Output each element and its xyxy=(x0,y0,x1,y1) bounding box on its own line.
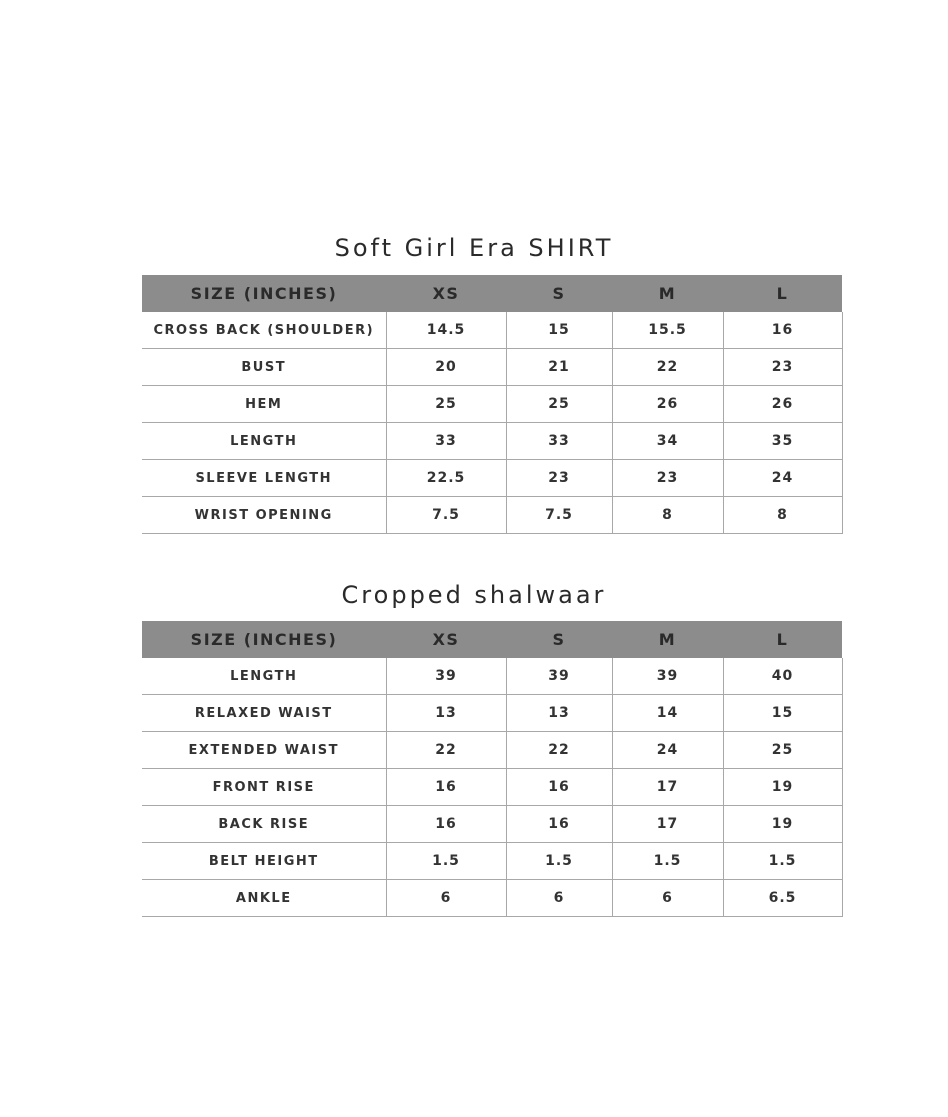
row-label: SLEEVE LENGTH xyxy=(142,460,386,497)
cell-m: 24 xyxy=(612,732,723,769)
table-row xyxy=(142,423,842,460)
table-row xyxy=(142,460,842,497)
shirt-size-table xyxy=(142,275,843,534)
header-size-l: L xyxy=(723,275,842,312)
row-label: WRIST OPENING xyxy=(142,497,386,534)
row-label: BELT HEIGHT xyxy=(142,843,386,880)
cell-l: 19 xyxy=(723,806,842,843)
table-row xyxy=(142,497,842,534)
cell-xs: 14.5 xyxy=(386,312,506,349)
cell-s: 22 xyxy=(506,732,612,769)
row-label: ANKLE xyxy=(142,880,386,917)
cell-xs: 16 xyxy=(386,769,506,806)
cell-l: 40 xyxy=(723,658,842,695)
header-size-s: S xyxy=(506,275,612,312)
table-header-row xyxy=(142,275,842,312)
cell-l: 8 xyxy=(723,497,842,534)
table-row xyxy=(142,695,842,732)
cell-m: 14 xyxy=(612,695,723,732)
cell-m: 34 xyxy=(612,423,723,460)
shirt-chart-title: Soft Girl Era SHIRT xyxy=(334,234,614,262)
table-row xyxy=(142,386,842,423)
cell-xs: 22 xyxy=(386,732,506,769)
cell-l: 26 xyxy=(723,386,842,423)
header-size-m: M xyxy=(612,275,723,312)
header-size-inches: SIZE (INCHES) xyxy=(142,275,386,312)
cell-l: 15 xyxy=(723,695,842,732)
table-row xyxy=(142,769,842,806)
header-size-m: M xyxy=(612,621,723,658)
table-header-row xyxy=(142,621,842,658)
cell-m: 26 xyxy=(612,386,723,423)
table-row xyxy=(142,806,842,843)
cell-m: 17 xyxy=(612,806,723,843)
cell-m: 6 xyxy=(612,880,723,917)
table-row xyxy=(142,843,842,880)
cell-xs: 22.5 xyxy=(386,460,506,497)
cell-m: 17 xyxy=(612,769,723,806)
cell-l: 19 xyxy=(723,769,842,806)
row-label: LENGTH xyxy=(142,423,386,460)
row-label: BACK RISE xyxy=(142,806,386,843)
cell-s: 16 xyxy=(506,806,612,843)
cell-s: 6 xyxy=(506,880,612,917)
header-size-xs: XS xyxy=(386,621,506,658)
cell-s: 13 xyxy=(506,695,612,732)
cell-l: 23 xyxy=(723,349,842,386)
header-size-inches: SIZE (INCHES) xyxy=(142,621,386,658)
table-row xyxy=(142,349,842,386)
row-label: LENGTH xyxy=(142,658,386,695)
cell-s: 23 xyxy=(506,460,612,497)
cell-xs: 13 xyxy=(386,695,506,732)
row-label: CROSS BACK (SHOULDER) xyxy=(142,312,386,349)
cell-l: 25 xyxy=(723,732,842,769)
cell-l: 16 xyxy=(723,312,842,349)
cell-xs: 1.5 xyxy=(386,843,506,880)
cell-m: 39 xyxy=(612,658,723,695)
cell-xs: 6 xyxy=(386,880,506,917)
cell-xs: 7.5 xyxy=(386,497,506,534)
cell-s: 16 xyxy=(506,769,612,806)
cell-xs: 16 xyxy=(386,806,506,843)
row-label: RELAXED WAIST xyxy=(142,695,386,732)
table-row xyxy=(142,312,842,349)
cell-s: 39 xyxy=(506,658,612,695)
row-label: BUST xyxy=(142,349,386,386)
cell-xs: 33 xyxy=(386,423,506,460)
table-row xyxy=(142,732,842,769)
cell-s: 33 xyxy=(506,423,612,460)
cell-s: 21 xyxy=(506,349,612,386)
cell-l: 6.5 xyxy=(723,880,842,917)
shalwaar-chart-title: Cropped shalwaar xyxy=(341,581,607,609)
header-size-s: S xyxy=(506,621,612,658)
table-row xyxy=(142,880,842,917)
cell-m: 8 xyxy=(612,497,723,534)
cell-s: 15 xyxy=(506,312,612,349)
header-size-l: L xyxy=(723,621,842,658)
cell-l: 24 xyxy=(723,460,842,497)
shalwaar-size-table xyxy=(142,621,843,917)
cell-xs: 39 xyxy=(386,658,506,695)
cell-m: 23 xyxy=(612,460,723,497)
row-label: HEM xyxy=(142,386,386,423)
cell-s: 7.5 xyxy=(506,497,612,534)
cell-l: 1.5 xyxy=(723,843,842,880)
table-row xyxy=(142,658,842,695)
cell-m: 1.5 xyxy=(612,843,723,880)
cell-s: 25 xyxy=(506,386,612,423)
cell-xs: 20 xyxy=(386,349,506,386)
header-size-xs: XS xyxy=(386,275,506,312)
cell-l: 35 xyxy=(723,423,842,460)
cell-m: 15.5 xyxy=(612,312,723,349)
cell-m: 22 xyxy=(612,349,723,386)
row-label: EXTENDED WAIST xyxy=(142,732,386,769)
cell-xs: 25 xyxy=(386,386,506,423)
cell-s: 1.5 xyxy=(506,843,612,880)
row-label: FRONT RISE xyxy=(142,769,386,806)
